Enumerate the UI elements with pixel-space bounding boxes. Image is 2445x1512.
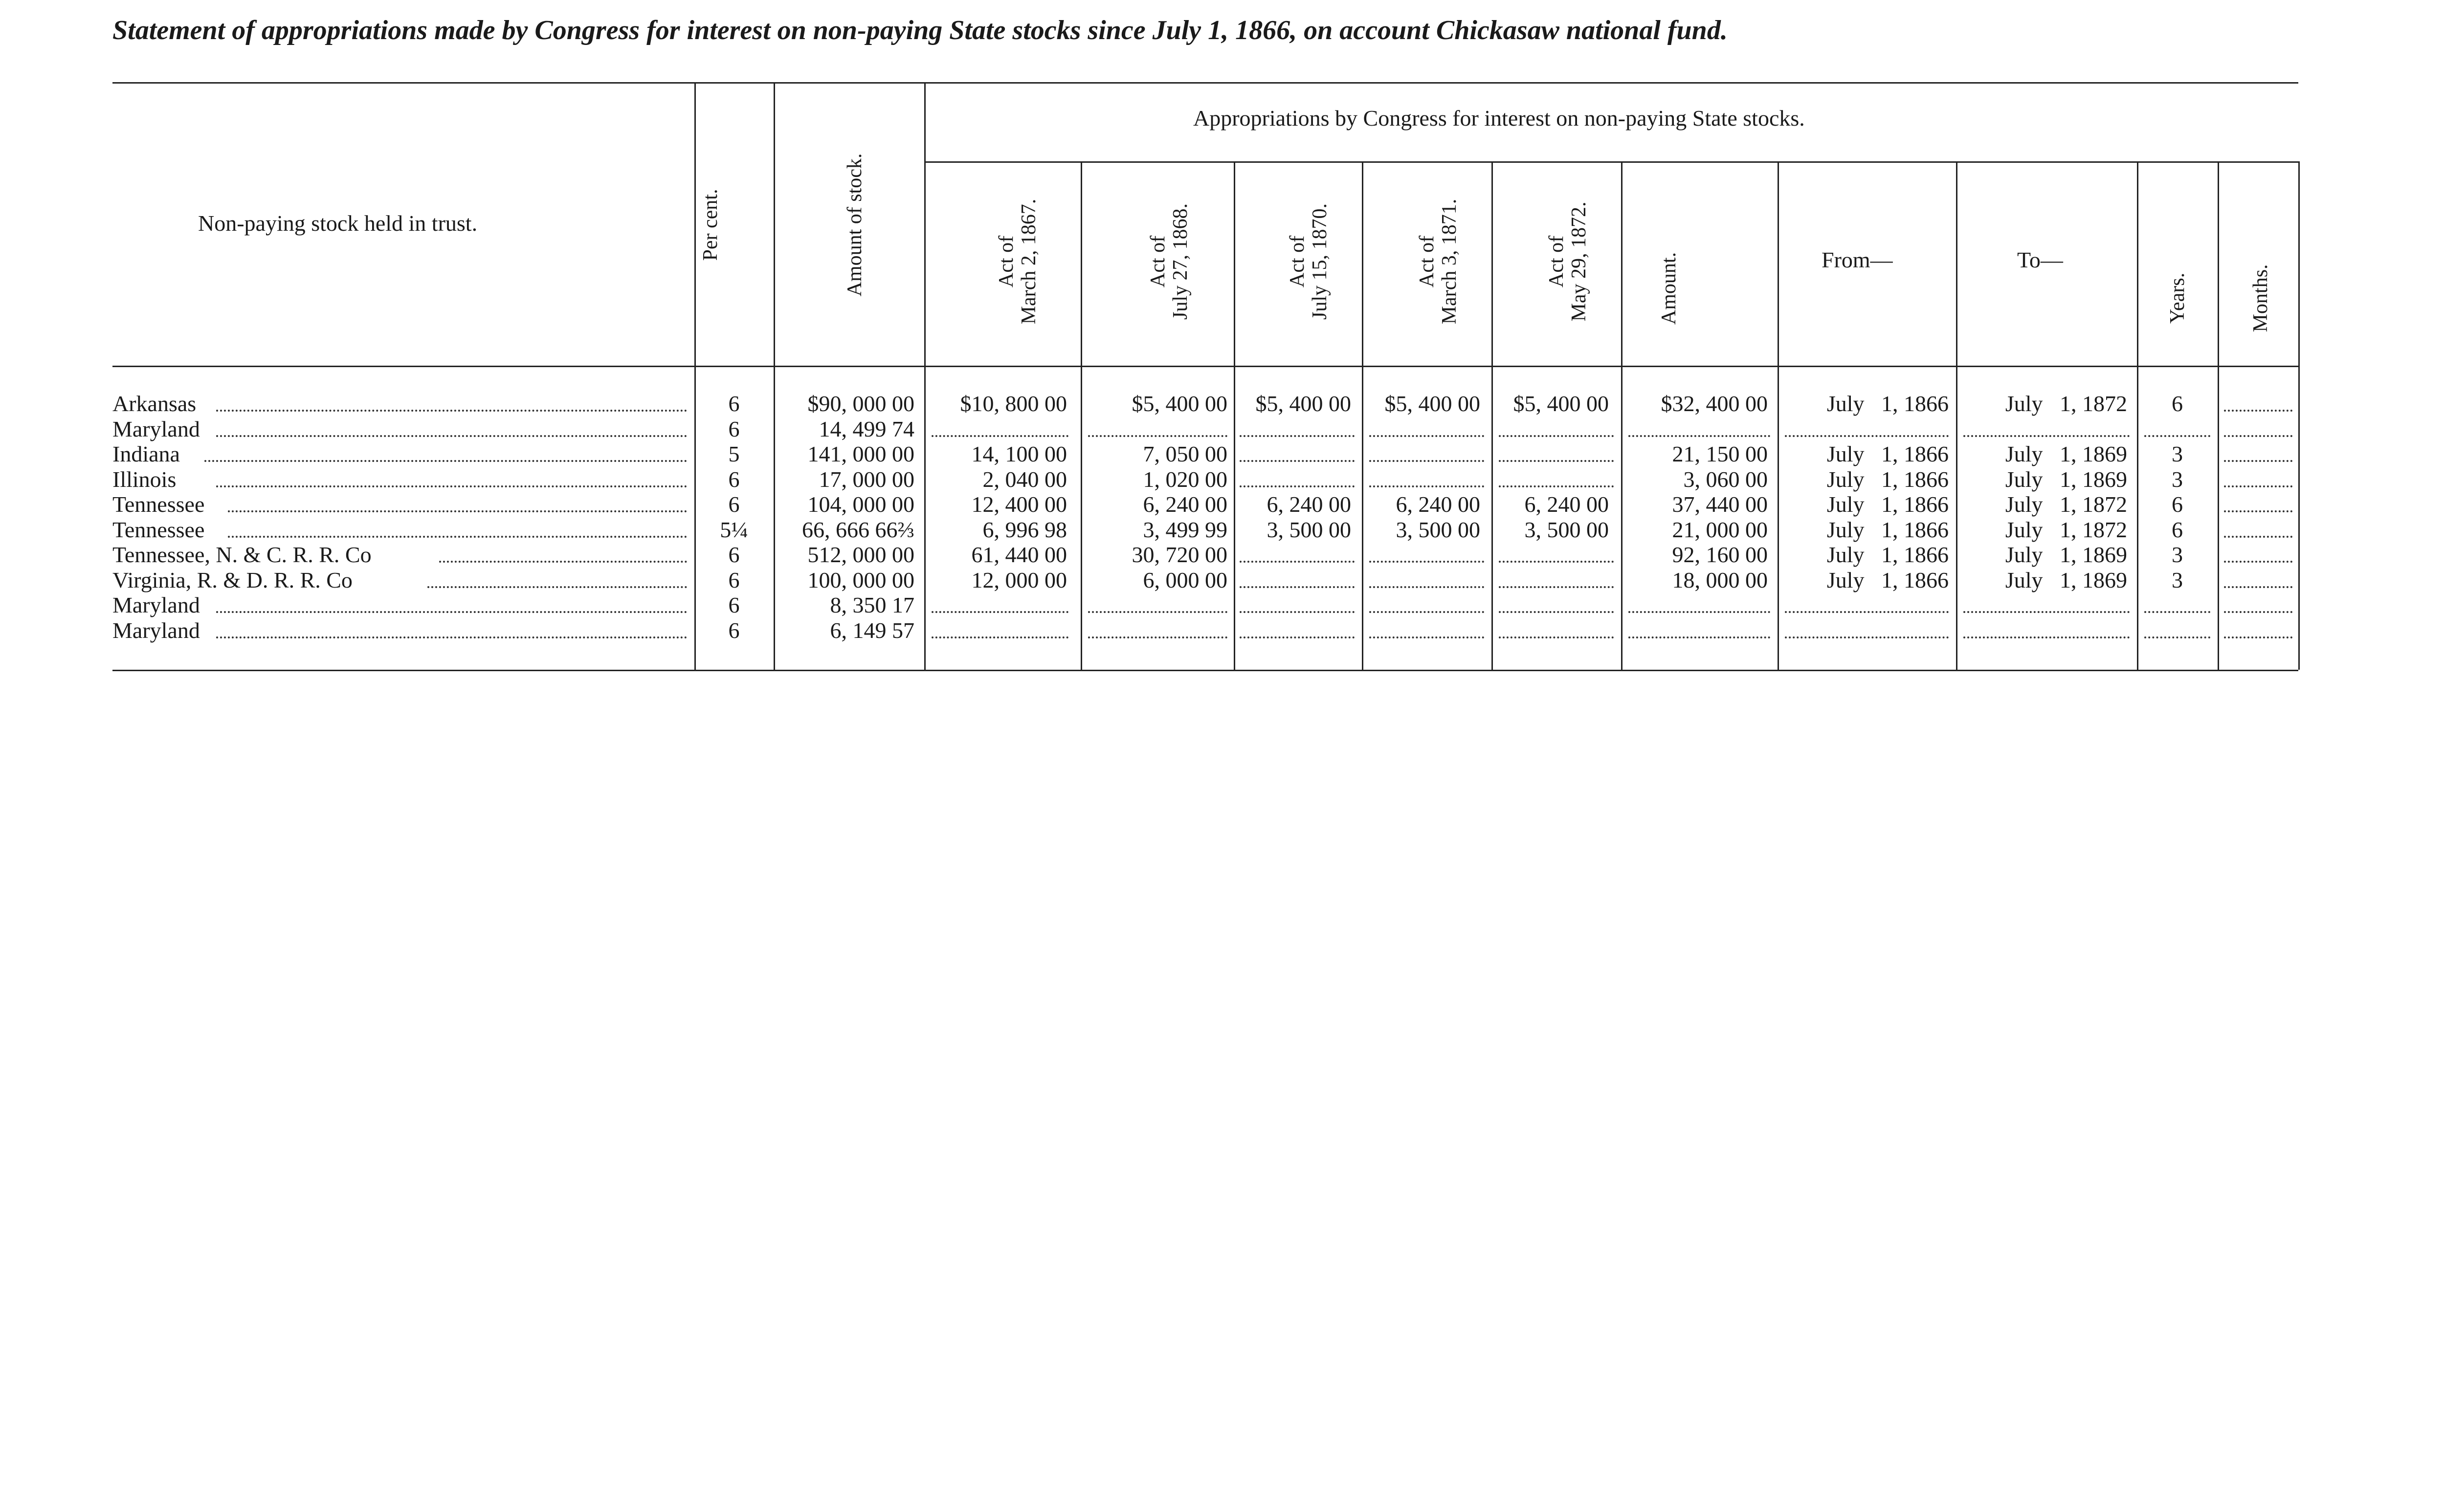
empty-cell-dots <box>1499 636 1614 638</box>
cell-a4: 3, 500 00 <box>1396 517 1480 542</box>
empty-cell-dots <box>1785 611 1949 613</box>
cell-to: July 1, 1872 <box>2005 391 2127 416</box>
empty-cell-dots <box>2224 586 2292 588</box>
empty-cell-dots <box>1499 485 1614 487</box>
cell-a5: 3, 500 00 <box>1524 517 1609 542</box>
empty-cell-dots <box>1240 586 1355 588</box>
empty-cell-dots <box>932 435 1068 437</box>
cell-amt: 14, 499 74 <box>819 416 914 441</box>
cell-amount: 92, 160 00 <box>1672 542 1768 567</box>
cell-to: July 1, 1869 <box>2005 542 2127 567</box>
cell-a1: 12, 000 00 <box>971 567 1067 592</box>
empty-cell-dots <box>932 636 1068 638</box>
cell-a2: 6, 000 00 <box>1143 567 1227 592</box>
cell-amt: 104, 000 00 <box>807 492 914 517</box>
empty-cell-dots <box>1963 611 2130 613</box>
column-rule <box>2218 161 2219 670</box>
cell-amt: 17, 000 00 <box>819 466 914 492</box>
leader-dots <box>216 636 687 638</box>
empty-cell-dots <box>2144 636 2210 638</box>
empty-cell-dots <box>1369 636 1484 638</box>
cell-from: July 1, 1866 <box>1826 542 1949 567</box>
cell-pc: 6 <box>728 391 740 416</box>
cell-amt: 66, 666 66⅔ <box>802 517 914 542</box>
empty-cell-dots <box>1240 460 1355 462</box>
cell-amount: 18, 000 00 <box>1672 567 1768 592</box>
empty-cell-dots <box>1499 460 1614 462</box>
cell-a1: $10, 800 00 <box>960 391 1067 416</box>
cell-from: July 1, 1866 <box>1826 466 1949 492</box>
leader-dots <box>427 586 687 588</box>
table-title: Statement of appropriations made by Congress for interest on non-paying State stocks since July 1, 1866, on account Chickasaw national fund. <box>112 15 1728 45</box>
cell-amt: 6, 149 57 <box>830 617 914 643</box>
empty-cell-dots <box>1240 636 1355 638</box>
empty-cell-dots <box>2224 561 2292 563</box>
header-to: To— <box>2017 247 2063 272</box>
group-header-rule <box>924 161 2298 163</box>
header-act-july-1868: Act of July 27, 1868. <box>1147 203 1192 320</box>
stock-name: Indiana <box>112 441 180 466</box>
cell-amt: 100, 000 00 <box>807 567 914 592</box>
cell-to: July 1, 1872 <box>2005 492 2127 517</box>
cell-to: July 1, 1869 <box>2005 441 2127 466</box>
leader-dots <box>228 510 687 512</box>
cell-a5: $5, 400 00 <box>1513 391 1609 416</box>
cell-a1: 2, 040 00 <box>982 466 1067 492</box>
cell-from: July 1, 1866 <box>1826 492 1949 517</box>
stock-name: Illinois <box>112 466 177 492</box>
stock-name: Tennessee <box>112 517 205 542</box>
cell-a3: 3, 500 00 <box>1267 517 1351 542</box>
cell-years: 6 <box>2172 391 2183 416</box>
cell-pc: 6 <box>728 542 740 567</box>
cell-a1: 61, 440 00 <box>971 542 1067 567</box>
header-act-march-1871: Act of March 3, 1871. <box>1416 198 1461 325</box>
cell-a2: 3, 499 99 <box>1143 517 1227 542</box>
cell-amt: 512, 000 00 <box>807 542 914 567</box>
cell-pc: 6 <box>728 492 740 517</box>
cell-years: 3 <box>2172 567 2183 592</box>
empty-cell-dots <box>1240 611 1355 613</box>
stock-name: Tennessee <box>112 492 205 517</box>
cell-years: 3 <box>2172 441 2183 466</box>
empty-cell-dots <box>1088 636 1227 638</box>
empty-cell-dots <box>1499 586 1614 588</box>
cell-a1: 14, 100 00 <box>971 441 1067 466</box>
cell-from: July 1, 1866 <box>1826 567 1949 592</box>
cell-years: 6 <box>2172 517 2183 542</box>
empty-cell-dots <box>2224 485 2292 487</box>
empty-cell-dots <box>2224 536 2292 538</box>
empty-cell-dots <box>932 611 1068 613</box>
empty-cell-dots <box>2224 435 2292 437</box>
header-amount-of-stock: Amount of stock. <box>844 153 866 297</box>
cell-years: 3 <box>2172 466 2183 492</box>
empty-cell-dots <box>2224 410 2292 412</box>
cell-from: July 1, 1866 <box>1826 517 1949 542</box>
cell-pc: 6 <box>728 416 740 441</box>
top-rule <box>112 82 2298 84</box>
empty-cell-dots <box>2224 460 2292 462</box>
cell-a2: 30, 720 00 <box>1132 542 1227 567</box>
cell-from: July 1, 1866 <box>1826 441 1949 466</box>
cell-a3: 6, 240 00 <box>1267 492 1351 517</box>
leader-dots <box>216 435 687 437</box>
cell-a2: 1, 020 00 <box>1143 466 1227 492</box>
empty-cell-dots <box>1628 636 1770 638</box>
empty-cell-dots <box>1785 435 1949 437</box>
empty-cell-dots <box>1963 435 2130 437</box>
empty-cell-dots <box>1088 435 1227 437</box>
cell-amount: 3, 060 00 <box>1683 466 1768 492</box>
column-rule <box>2298 161 2300 670</box>
empty-cell-dots <box>1369 561 1484 563</box>
cell-a5: 6, 240 00 <box>1524 492 1609 517</box>
header-per-cent: Per cent. <box>699 189 722 261</box>
header-appropriations-group: Appropriations by Congress for interest on non-paying State stocks. <box>1193 106 1805 131</box>
bottom-rule <box>112 670 2298 671</box>
cell-pc: 5¼ <box>720 517 748 542</box>
cell-to: July 1, 1869 <box>2005 466 2127 492</box>
empty-cell-dots <box>1369 435 1484 437</box>
header-amount: Amount. <box>1658 252 1680 325</box>
stock-name: Virginia, R. & D. R. R. Co <box>112 567 353 592</box>
header-bottom-rule <box>112 366 2298 367</box>
stock-name: Maryland <box>112 416 200 441</box>
header-act-march-1867: Act of March 2, 1867. <box>995 198 1040 325</box>
empty-cell-dots <box>1499 435 1614 437</box>
empty-cell-dots <box>1499 561 1614 563</box>
cell-a2: $5, 400 00 <box>1132 391 1227 416</box>
column-rule <box>1778 161 1779 670</box>
cell-pc: 6 <box>728 617 740 643</box>
cell-a4: 6, 240 00 <box>1396 492 1480 517</box>
header-years: Years. <box>2166 272 2189 324</box>
cell-a1: 6, 996 98 <box>982 517 1067 542</box>
empty-cell-dots <box>1369 586 1484 588</box>
stock-name: Maryland <box>112 617 200 643</box>
column-rule <box>1956 161 1957 670</box>
empty-cell-dots <box>1628 611 1770 613</box>
empty-cell-dots <box>2144 435 2210 437</box>
cell-a3: $5, 400 00 <box>1255 391 1351 416</box>
leader-dots <box>228 536 687 538</box>
cell-a1: 12, 400 00 <box>971 492 1067 517</box>
empty-cell-dots <box>2144 611 2210 613</box>
cell-pc: 6 <box>728 567 740 592</box>
cell-to: July 1, 1872 <box>2005 517 2127 542</box>
cell-pc: 6 <box>728 466 740 492</box>
cell-amount: 21, 000 00 <box>1672 517 1768 542</box>
empty-cell-dots <box>1369 460 1484 462</box>
empty-cell-dots <box>1963 636 2130 638</box>
cell-pc: 6 <box>728 592 740 617</box>
leader-dots <box>216 410 687 412</box>
cell-amount: 37, 440 00 <box>1672 492 1768 517</box>
cell-years: 3 <box>2172 542 2183 567</box>
cell-amt: 8, 350 17 <box>830 592 914 617</box>
cell-amt: 141, 000 00 <box>807 441 914 466</box>
header-act-july-1870: Act of July 15, 1870. <box>1286 203 1331 320</box>
leader-dots <box>439 561 687 563</box>
cell-years: 6 <box>2172 492 2183 517</box>
empty-cell-dots <box>1240 435 1355 437</box>
empty-cell-dots <box>2224 510 2292 512</box>
leader-dots <box>216 485 687 487</box>
empty-cell-dots <box>1369 485 1484 487</box>
empty-cell-dots <box>1088 611 1227 613</box>
cell-amt: $90, 000 00 <box>807 391 914 416</box>
empty-cell-dots <box>1369 611 1484 613</box>
header-from: From— <box>1822 247 1893 272</box>
leader-dots <box>204 460 687 462</box>
empty-cell-dots <box>1240 485 1355 487</box>
empty-cell-dots <box>1499 611 1614 613</box>
stock-name: Maryland <box>112 592 200 617</box>
empty-cell-dots <box>2224 611 2292 613</box>
stock-name: Arkansas <box>112 391 197 416</box>
cell-to: July 1, 1869 <box>2005 567 2127 592</box>
empty-cell-dots <box>1628 435 1770 437</box>
cell-amount: $32, 400 00 <box>1661 391 1768 416</box>
cell-a2: 6, 240 00 <box>1143 492 1227 517</box>
cell-from: July 1, 1866 <box>1826 391 1949 416</box>
empty-cell-dots <box>2224 636 2292 638</box>
cell-amount: 21, 150 00 <box>1672 441 1768 466</box>
cell-a4: $5, 400 00 <box>1384 391 1480 416</box>
leader-dots <box>216 611 687 613</box>
header-stock: Non-paying stock held in trust. <box>198 211 478 236</box>
empty-cell-dots <box>1240 561 1355 563</box>
cell-a2: 7, 050 00 <box>1143 441 1227 466</box>
header-months: Months. <box>2249 264 2272 332</box>
stock-name: Tennessee, N. & C. R. R. Co <box>112 542 372 567</box>
empty-cell-dots <box>1785 636 1949 638</box>
header-act-may-1872: Act of May 29, 1872. <box>1545 201 1590 322</box>
cell-pc: 5 <box>728 441 740 466</box>
